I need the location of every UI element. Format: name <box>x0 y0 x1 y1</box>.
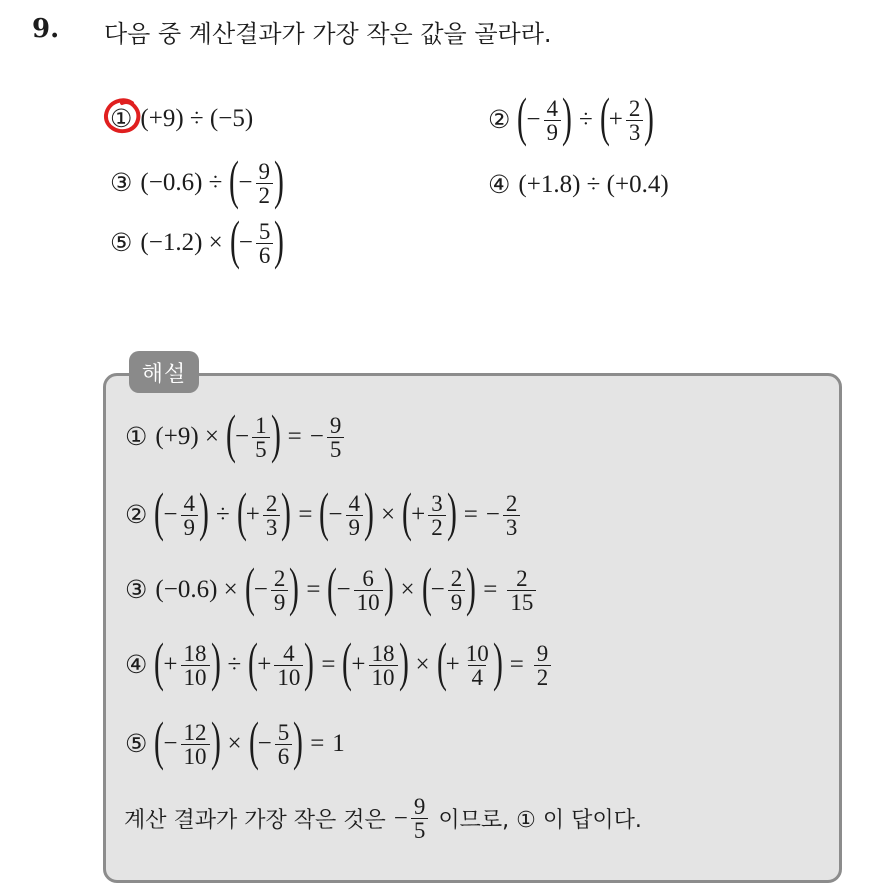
fraction: $\frac{9}{5}$ <box>327 414 345 461</box>
conclusion-text-before: 계산 결과가 가장 작은 것은 <box>124 808 386 833</box>
fraction: $\frac{3}{2}$ <box>428 492 446 539</box>
solution-line-1: ① (+9) × ( − $\frac{1}{5}$ ) = − $\frac{9}{5}$ <box>125 410 346 464</box>
solution-line-5: ⑤ ( − $\frac{12}{10}$ ) × ( − $\frac{5}{6}$ ) = 1 <box>125 711 345 771</box>
answer-circle-mark <box>102 97 144 137</box>
question-text: 다음 중 계산결과가 가장 작은 값을 골라라. <box>104 20 552 48</box>
solution-line-4: ④ ( + $\frac{18}{10}$ ) ÷ ( + $\frac{4}{10}$ ) = ( + $\frac{18}{10}$ ) × ( + $\frac{10}{4}$ ) = $\frac{9}{2}$ <box>125 638 553 692</box>
fraction: $\frac{18}{10}$ <box>181 642 210 689</box>
fraction: $\frac{2}{9}$ <box>271 567 289 614</box>
solution-tab: 해설 <box>129 351 199 393</box>
fraction: $\frac{4}{10}$ <box>274 642 303 689</box>
choice-4-label: ④ <box>488 172 511 199</box>
fraction: $\frac{6}{10}$ <box>354 567 383 614</box>
fraction: $\frac{9}{2}$ <box>534 642 552 689</box>
fraction: $\frac{5}{6}$ <box>256 220 274 267</box>
choice-3[interactable]: ③ (−0.6) ÷ ( − $\frac{9}{2}$ ) <box>110 150 284 210</box>
fraction: $\frac{9}{2}$ <box>256 160 274 207</box>
choice-1-label: ① <box>110 106 133 133</box>
choice-4-expression: (+1.8) ÷ (+0.4) <box>518 171 669 198</box>
choice-2-label: ② <box>488 107 511 134</box>
fraction: $\frac{1}{5}$ <box>252 414 270 461</box>
fraction: $\frac{10}{4}$ <box>465 640 489 690</box>
fraction: $\frac{4}{9}$ <box>544 97 562 144</box>
choice-3-label: ③ <box>110 170 133 197</box>
fraction: $\frac{18}{10}$ <box>369 642 398 689</box>
fraction: $\frac{2}{3}$ <box>263 492 281 539</box>
solution-conclusion: 계산 결과가 가장 작은 것은 − $\frac{9}{5}$ 이므로, ① 이 답이다. <box>124 794 642 843</box>
question-number: 9. <box>32 14 60 44</box>
fraction: $\frac{4}{9}$ <box>181 492 199 539</box>
fraction: $\frac{5}{6}$ <box>275 721 293 768</box>
choice-4[interactable] <box>488 170 669 200</box>
choice-2[interactable]: ② ( − $\frac{4}{9}$ ) ÷ ( + $\frac{2}{3}$ ) <box>488 87 655 147</box>
conclusion-text-after: 이므로, ① 이 답이다. <box>438 808 642 833</box>
fraction: $\frac{9}{5}$ <box>411 795 429 842</box>
fraction: $\frac{2}{3}$ <box>626 97 644 144</box>
choice-1-expression: (+9) ÷ (−5) <box>140 105 254 132</box>
fraction: $\frac{4}{9}$ <box>346 492 364 539</box>
choice-5-label: ⑤ <box>110 230 133 257</box>
fraction: $\frac{12}{10}$ <box>181 721 210 768</box>
fraction: $\frac{2}{15}$ <box>507 567 536 614</box>
fraction: $\frac{2}{9}$ <box>448 567 466 614</box>
fraction: $\frac{2}{3}$ <box>503 492 521 539</box>
solution-line-3: ③ (−0.6) × ( − $\frac{2}{9}$ ) = ( − $\frac{6}{10}$ ) × ( − $\frac{2}{9}$ ) = $\frac{2}{15}$ <box>125 563 538 617</box>
choice-5[interactable]: ⑤ (−1.2) × ( − $\frac{5}{6}$ ) <box>110 210 285 270</box>
solution-line-2: ② ( − $\frac{4}{9}$ ) ÷ ( + $\frac{2}{3}$ ) = ( − $\frac{4}{9}$ ) × ( + $\frac{3}{2}$ ) = − $\frac{2}{3}$ <box>125 488 522 542</box>
